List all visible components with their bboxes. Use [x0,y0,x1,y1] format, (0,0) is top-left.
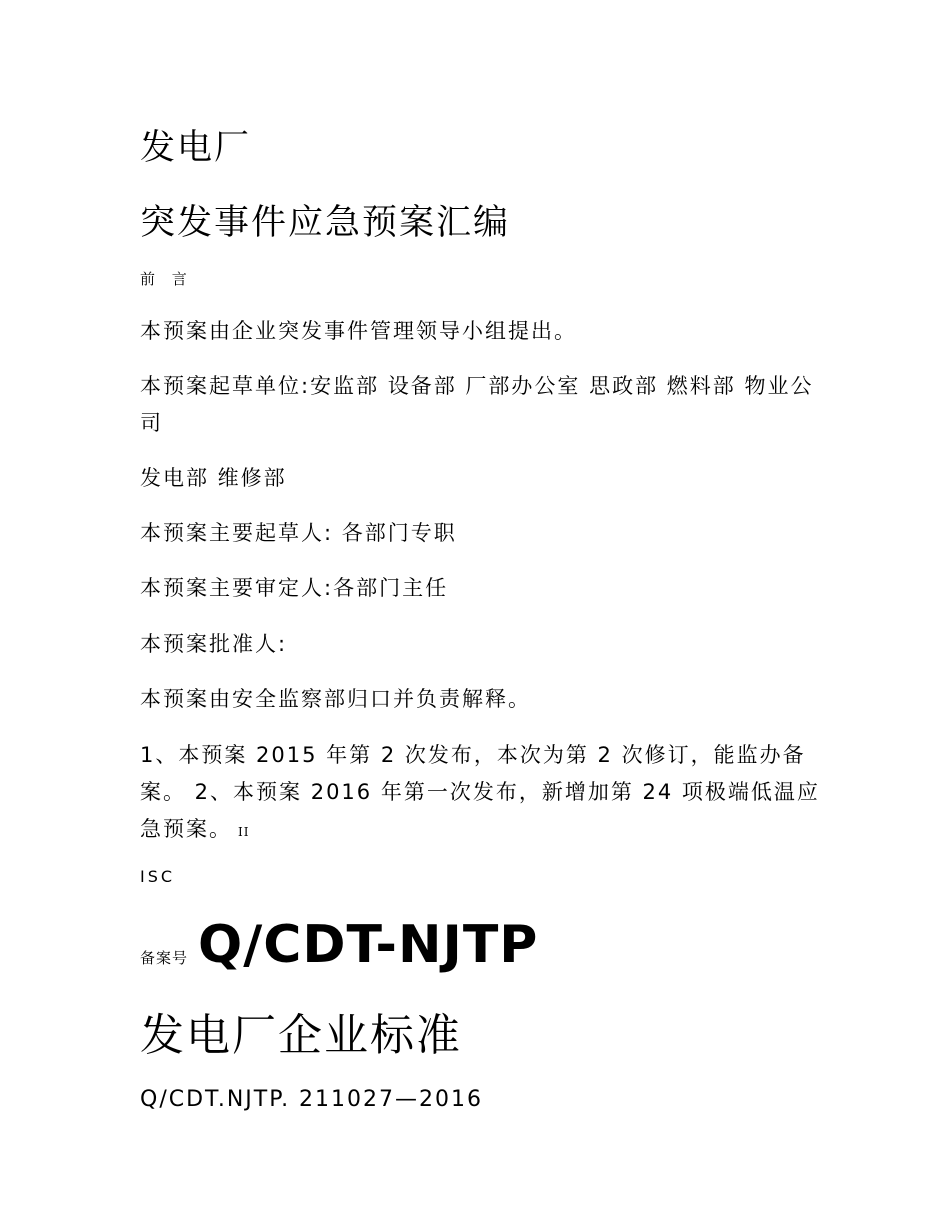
standard-title: 发电厂企业标准 [140,1010,462,1061]
standard-number: Q/CDT.NJTP. 211027—2016 [140,1087,484,1112]
filing-number-label: 备案号 [140,949,189,967]
standard-code: Q/CDT-NJTP [198,915,539,975]
preface-drafting-units-cont: 发电部 维修部 [140,466,287,490]
preface-proposer: 本预案由企业突发事件管理领导小组提出。 [140,319,577,343]
preface-heading: 前 言 [140,270,193,288]
preface-revision-history [140,737,820,851]
revision-history-text: 1、本预案 2015 年第 2 次发布，本次为第 2 次修订，能监办备案。 2、本预案 2016 年第一次发布，新增加第 24 项极端低温应急预案。 [140,743,820,841]
isc-label: ISC [140,867,176,886]
preface-drafting-units: 本预案起草单位:安监部 设备部 厂部办公室 思政部 燃料部 物业公司 [140,374,814,435]
page-mark: II [238,825,250,839]
document-title-line1: 发电厂 [140,128,252,168]
preface-interpretation: 本预案由安全监察部归口并负责解释。 [140,687,531,711]
preface-approver: 本预案批准人: [140,632,288,656]
preface-main-drafter: 本预案主要起草人: 各部门专职 [140,521,457,545]
preface-main-reviewer: 本预案主要审定人:各部门主任 [140,576,449,600]
document-title-line2: 突发事件应急预案汇编 [140,203,511,243]
filing-row [140,908,538,978]
